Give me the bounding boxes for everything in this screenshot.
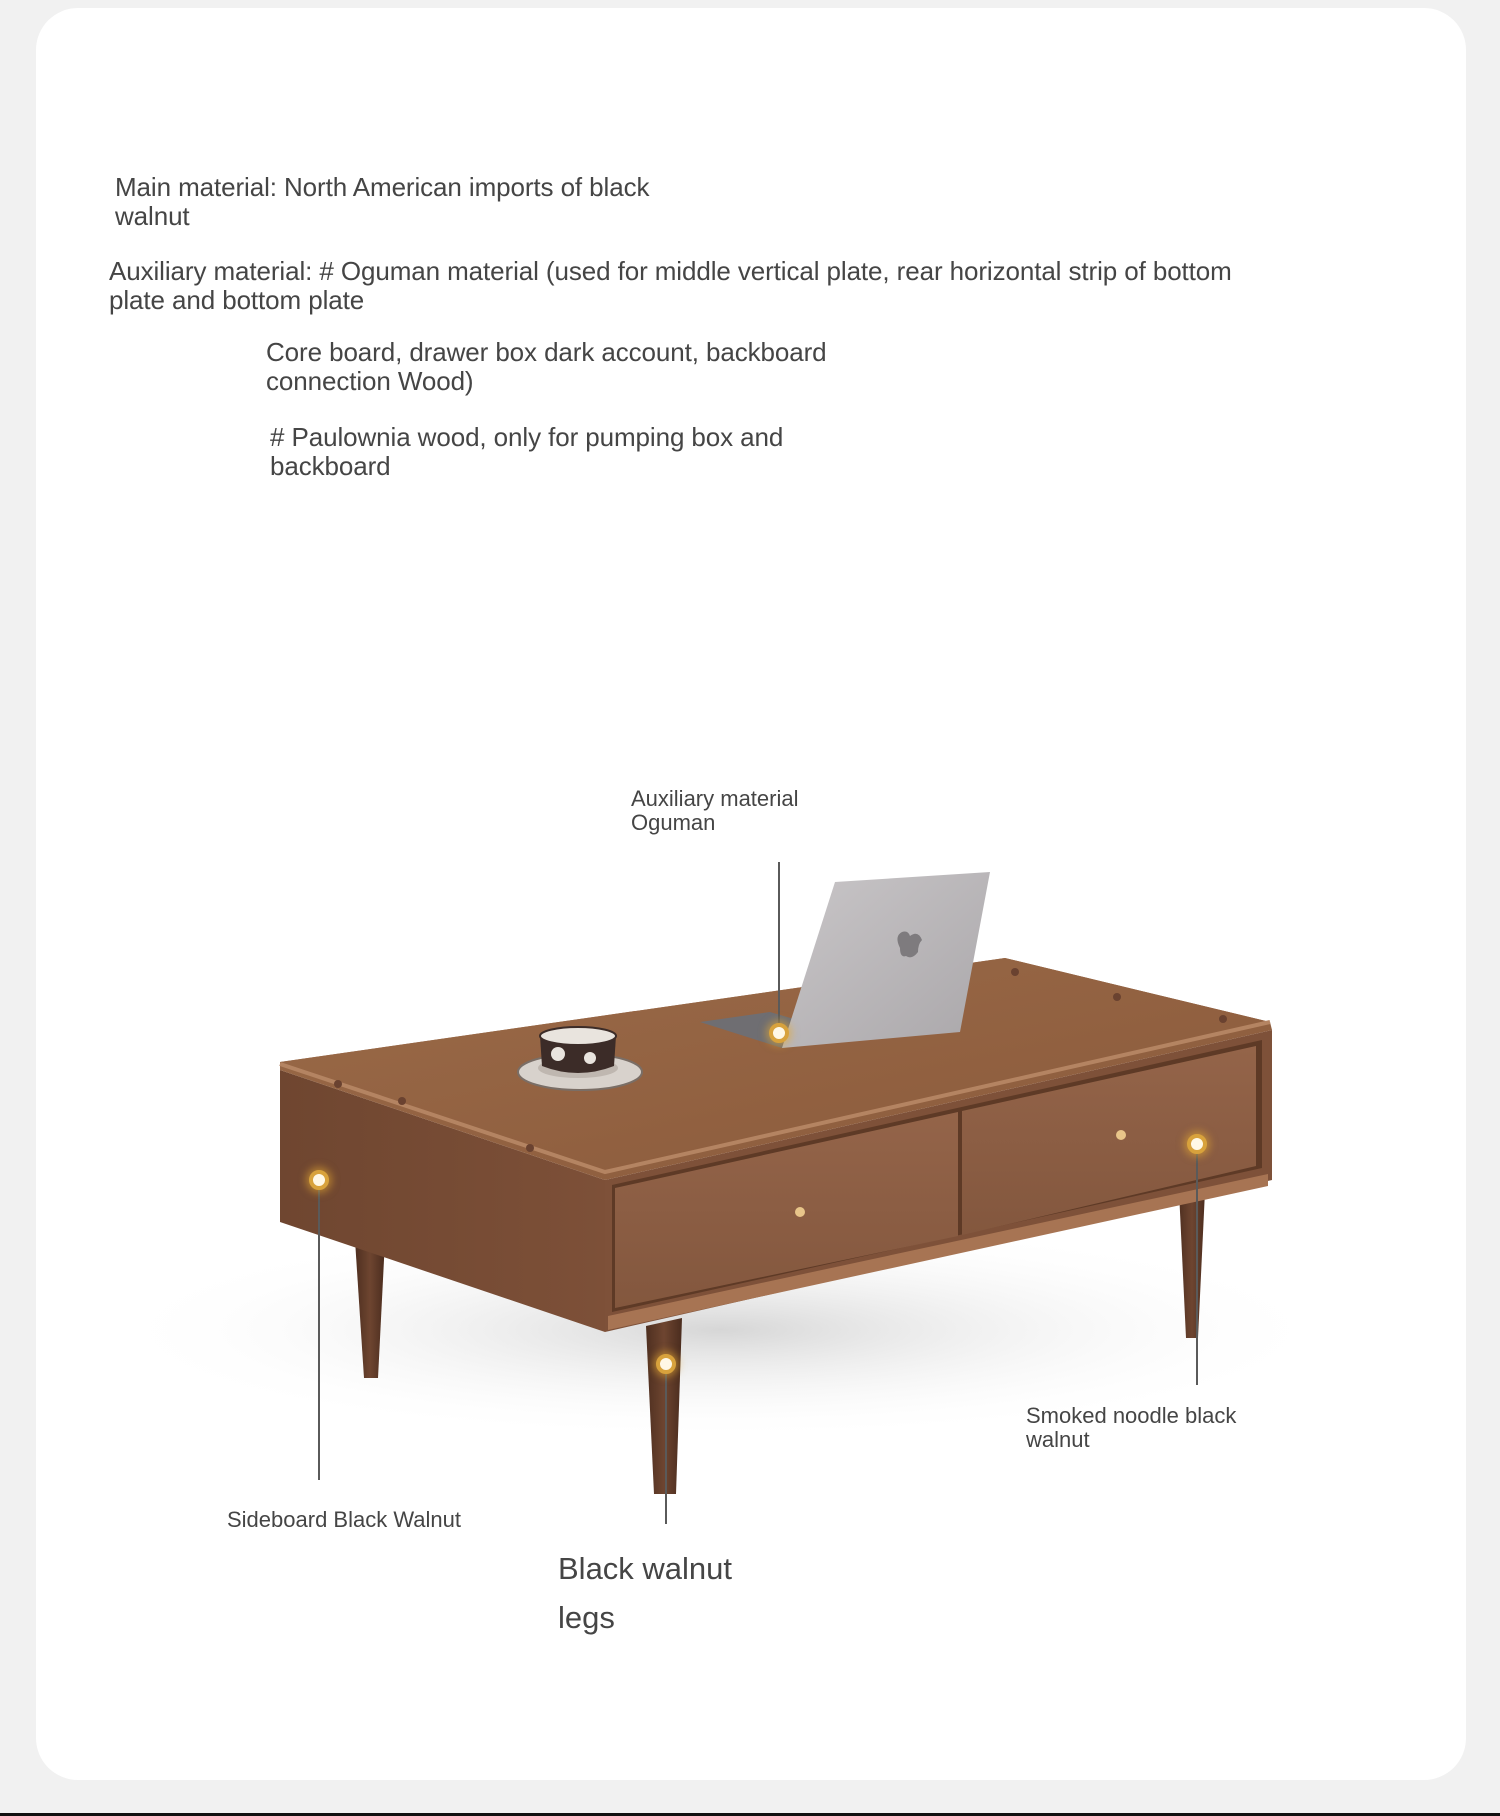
legs-leader-line [665,1364,667,1524]
legs-callout-label [558,1544,732,1642]
main-material-line-1: Main material: North American imports of black [115,172,650,202]
legs-callout-line-1: Black walnut [558,1551,733,1586]
legs-callout-line-2: legs [558,1600,615,1635]
auxiliary-callout-line-2: Oguman [631,810,716,836]
auxiliary-callout-label [631,787,799,835]
sideboard-hotspot-dot[interactable] [309,1170,329,1190]
auxiliary-callout-line-1: Auxiliary material [631,786,799,811]
paulownia-line-2: backboard [270,450,391,481]
core-board-line-2: connection Wood) [266,365,474,396]
auxiliary-material-line-2: plate and bottom plate [109,284,365,315]
auxiliary-leader-line [778,862,780,1033]
smoked-callout-line-2: walnut [1026,1427,1090,1453]
smoked-callout-line-1: Smoked noodle black [1026,1403,1237,1428]
auxiliary-hotspot-dot[interactable] [769,1023,789,1043]
sideboard-leader-line [318,1180,320,1480]
auxiliary-material-line-1: Auxiliary material: # Oguman material (used for middle vertical plate, rear horizontal strip of bottom [109,256,1232,286]
smoked-callout-label [1026,1404,1236,1452]
main-material-line-2: walnut [115,200,190,231]
paulownia-line-1: # Paulownia wood, only for pumping box and [270,422,784,452]
smoked-hotspot-dot[interactable] [1187,1134,1207,1154]
sideboard-callout-label: Sideboard Black Walnut [227,1507,461,1532]
legs-hotspot-dot[interactable] [656,1354,676,1374]
core-board-line-1: Core board, drawer box dark account, backboard [266,337,827,367]
smoked-leader-line [1196,1144,1198,1385]
